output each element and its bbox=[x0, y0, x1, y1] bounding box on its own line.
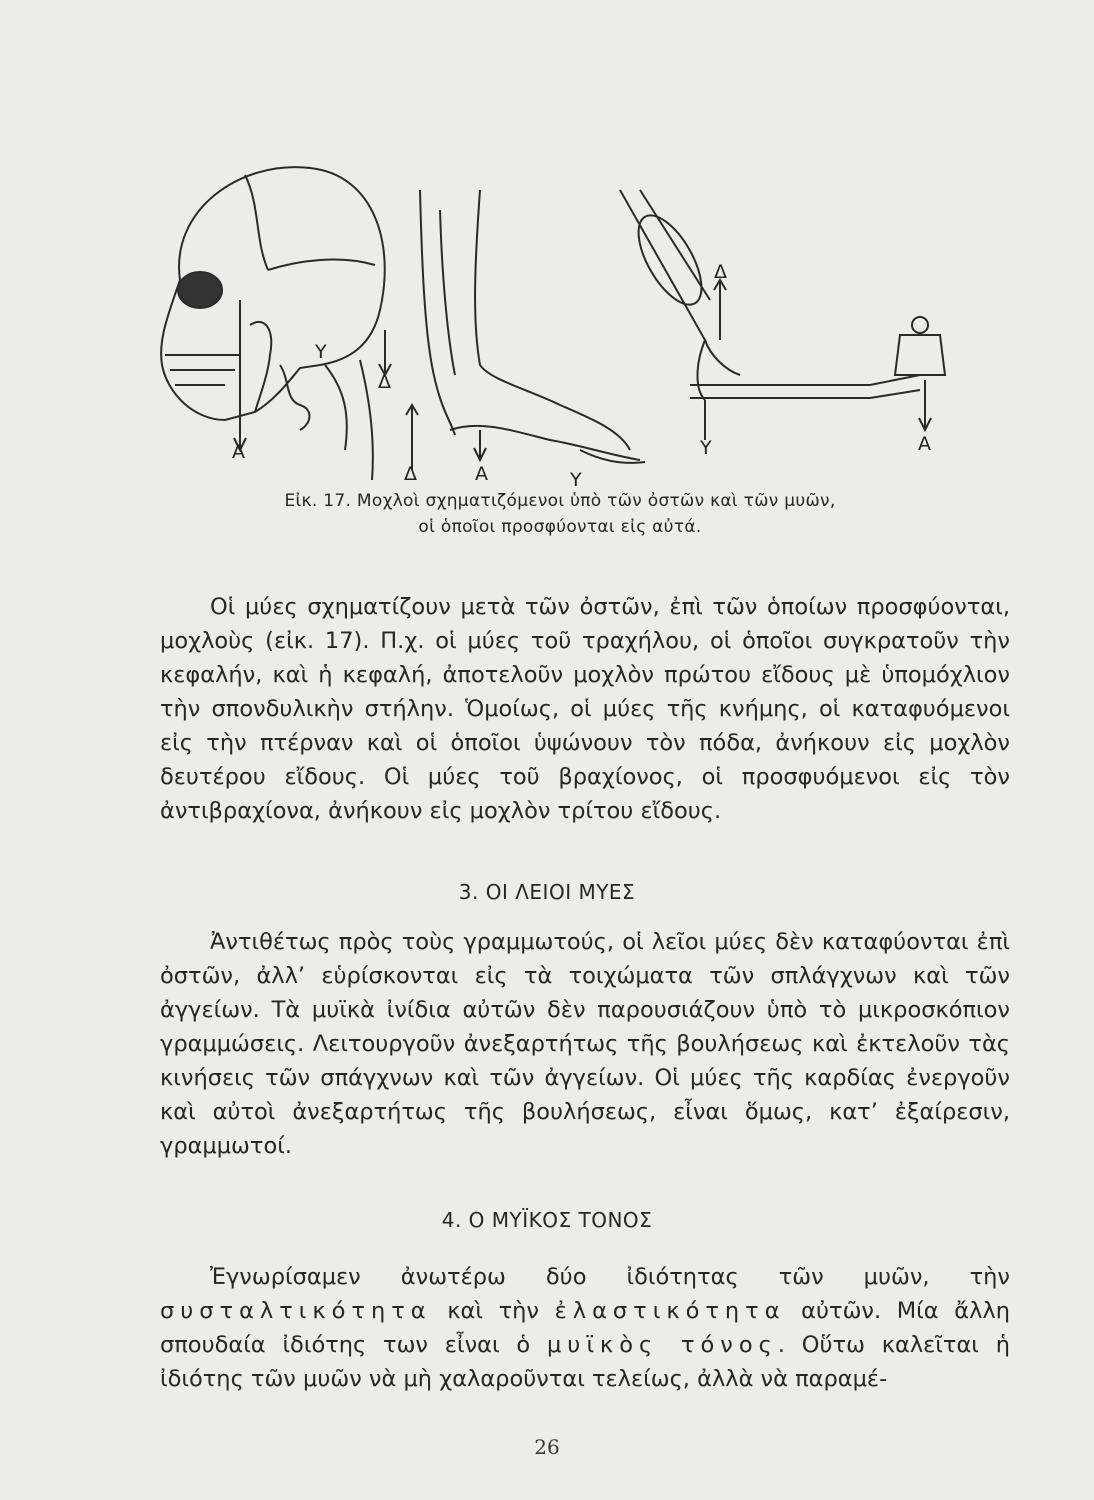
head-label-d: Δ bbox=[378, 371, 391, 393]
foot-label-a: A bbox=[475, 463, 488, 485]
page-number: 26 bbox=[534, 1435, 560, 1459]
paragraph-muscle-tone bbox=[160, 1260, 1010, 1396]
figure-caption bbox=[200, 488, 900, 540]
arm-label-d: Δ bbox=[714, 261, 727, 283]
caption-line-1: Εἰκ. 17. Μοχλοὶ σχηματιζόμενοι ὑπὸ τῶν ὀστῶν καὶ τῶν μυῶν, bbox=[284, 491, 836, 511]
text-run: αὐτῶν. Μία ἄλλη σπουδαία ἰδιότης των εἶναι ὁ bbox=[160, 1298, 1010, 1358]
spaced-term-contractility: συσταλτικότητα bbox=[160, 1298, 432, 1324]
arm-label-a: A bbox=[918, 433, 931, 455]
text-run: Ἐγνωρίσαμεν ἀνωτέρω δύο ἰδιότητας τῶν μυῶν, τὴν bbox=[210, 1264, 1010, 1290]
spaced-term-muscle-tone: μυϊκὸς τόνος bbox=[546, 1332, 778, 1358]
section-heading-muscle-tone: 4. Ο ΜΥΪΚΟΣ ΤΟΝΟΣ bbox=[441, 1208, 653, 1232]
lever-figure bbox=[150, 150, 980, 490]
paragraph-levers: Οἱ μύες σχηματίζουν μετὰ τῶν ὀστῶν, ἐπὶ τῶν ὁποίων προσφύονται, μοχλοὺς (εἰκ. 17). Π.χ. οἱ μύες τοῦ τραχήλου, οἱ ὁποῖοι συγκρατοῦν τὴν κεφαλήν, καὶ ἡ κεφαλή, ἀποτελοῦν μοχλὸν πρώτου εἴδους μὲ ὑπομόχλιον τὴν σπονδυλικὴν στήλην. Ὁμοίως, οἱ μύες τῆς κνήμης, οἱ καταφυόμενοι εἰς τὴν πτέρναν καὶ οἱ ὁποῖοι ὑψώνουν τὸν πόδα, ἀνήκουν εἰς μοχλὸν δευτέρου εἴδους. Οἱ μύες τοῦ βραχίονος, οἱ προσφυόμενοι εἰς τὸν ἀντιβραχίονα, ἀνήκουν εἰς μοχλὸν τρίτου εἴδους. bbox=[160, 594, 1010, 824]
lever-illustration bbox=[150, 150, 980, 490]
foot-label-d: Δ bbox=[404, 463, 417, 485]
paragraph-smooth-muscles: Ἀντιθέτως πρὸς τοὺς γραμμωτούς, οἱ λεῖοι μύες δὲν καταφύονται ἐπὶ ὀστῶν, ἀλλ’ εὑρίσκονται εἰς τὰ τοιχώματα τῶν σπλάγχνων καὶ τῶν ἀγγείων. Τὰ μυϊκὰ ἰνίδια αὐτῶν δὲν παρουσιάζουν ὑπὸ τὸ μικροσκόπιον γραμμώσεις. Λειτουργοῦν ἀνεξαρτήτως τῆς βουλήσεως καὶ ἐκτελοῦν τὰς κινήσεις τῶν σπάγχνων καὶ τῶν ἀγγείων. Οἱ μύες τῆς καρδίας ἐνεργοῦν καὶ αὐτοὶ ἀνεξαρτήτως τῆς βουλήσεως, εἶναι ὅμως, κατ’ ἐξαίρεσιν, γραμμωτοί. bbox=[160, 929, 1010, 1159]
text-run: καὶ τὴν bbox=[431, 1298, 555, 1324]
section-heading-smooth-muscles: 3. ΟΙ ΛΕΙΟΙ ΜΥΕΣ bbox=[458, 880, 636, 904]
head-label-a: A bbox=[232, 441, 245, 463]
leg-outline bbox=[420, 190, 455, 435]
caption-line-2: οἱ ὁποῖοι προσφύονται εἰς αὐτά. bbox=[418, 517, 702, 537]
arm-label-y: Y bbox=[700, 437, 712, 459]
head-label-y: Y bbox=[315, 341, 327, 363]
spaced-term-elasticity: ἐλαστικότητα bbox=[554, 1298, 786, 1324]
foot-label-y: Y bbox=[570, 469, 582, 490]
text-run: . Οὕτω καλεῖται ἡ ἰδιότης τῶν μυῶν νὰ μὴ χαλαροῦνται τελείως, ἀλλὰ νὰ παραμέ- bbox=[160, 1332, 1010, 1392]
